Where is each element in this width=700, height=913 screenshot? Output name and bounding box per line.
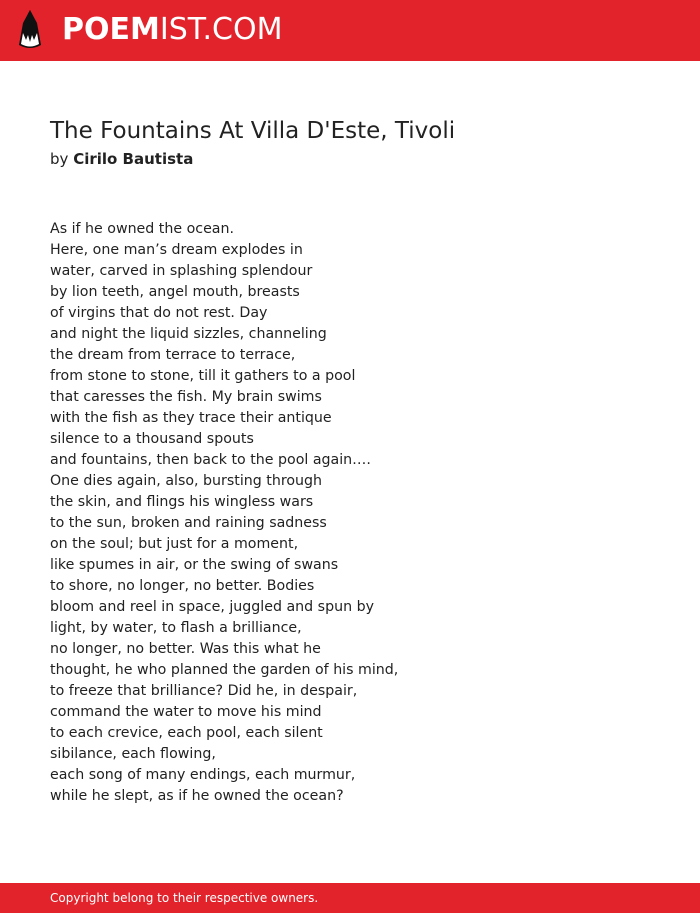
poem-line: As if he owned the ocean. — [50, 221, 235, 237]
poem-line: like spumes in air, or the swing of swans — [50, 557, 339, 573]
poem-body — [50, 219, 398, 807]
poem-line: the skin, and flings his wingless wars — [50, 494, 314, 510]
poem-line: the dream from terrace to terrace, — [50, 347, 296, 363]
copyright-notice: Copyright belong to their respective owners. — [50, 891, 319, 905]
poem-line: each song of many endings, each murmur, — [50, 767, 356, 783]
author-name: Cirilo Bautista — [73, 150, 194, 168]
poem-line: command the water to move his mind — [50, 704, 322, 720]
poem-line: no longer, no better. Was this what he — [50, 641, 321, 657]
poem-title: The Fountains At Villa D'Este, Tivoli — [50, 118, 456, 144]
by-label: by — [50, 150, 69, 168]
byline — [50, 149, 193, 169]
poem-line: on the soul; but just for a moment, — [50, 536, 299, 552]
poem-line: One dies again, also, bursting through — [50, 473, 323, 489]
poem-line: Here, one man’s dream explodes in — [50, 242, 303, 258]
poem-line: water, carved in splashing splendour — [50, 263, 313, 279]
site-logo[interactable] — [62, 11, 282, 49]
footer-bar — [0, 883, 700, 913]
poem-line: while he slept, as if he owned the ocean? — [50, 788, 344, 804]
poem-line: to freeze that brilliance? Did he, in despair, — [50, 683, 358, 699]
poem-line: to shore, no longer, no better. Bodies — [50, 578, 315, 594]
poem-line: light, by water, to flash a brilliance, — [50, 620, 302, 636]
logo-bold-text: POEM — [62, 12, 160, 47]
poem-line: from stone to stone, till it gathers to a pool — [50, 368, 356, 384]
poem-line: by lion teeth, angel mouth, breasts — [50, 284, 300, 300]
poem-line: silence to a thousand spouts — [50, 431, 254, 447]
poem-line: sibilance, each flowing, — [50, 746, 216, 762]
logo-light-text: IST.COM — [159, 12, 283, 47]
poem-line: thought, he who planned the garden of his mind, — [50, 662, 399, 678]
header-bar — [0, 0, 700, 61]
poem-line: and fountains, then back to the pool again…. — [50, 452, 371, 468]
poem-line: with the fish as they trace their antique — [50, 410, 332, 426]
poem-line: of virgins that do not rest. Day — [50, 305, 268, 321]
poem-line: bloom and reel in space, juggled and spun by — [50, 599, 374, 615]
poem-line: to the sun, broken and raining sadness — [50, 515, 327, 531]
poem-line: to each crevice, each pool, each silent — [50, 725, 323, 741]
poem-line: and night the liquid sizzles, channeling — [50, 326, 327, 342]
poem-line: that caresses the fish. My brain swims — [50, 389, 322, 405]
pencil-tip-icon[interactable] — [17, 9, 43, 51]
